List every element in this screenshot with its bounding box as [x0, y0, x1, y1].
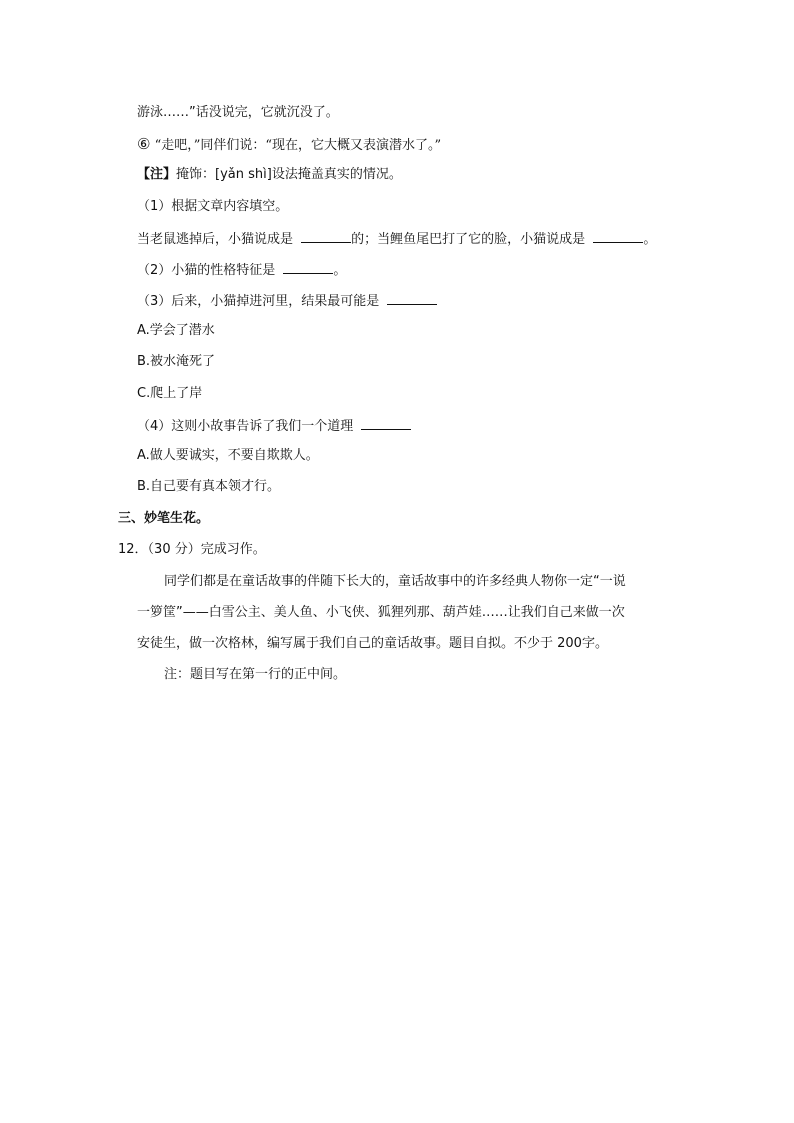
- option-a: A.学会了潜水: [137, 323, 215, 338]
- question-1-label: （1）根据文章内容填空。: [137, 199, 289, 214]
- answer-blank[interactable]: [301, 229, 351, 243]
- question-4: （4）这则小故事告诉了我们一个道理: [137, 416, 411, 436]
- question-1-fill: 当老鼠逃掉后，小猫说成是 的；当鲤鱼尾巴打了它的脸，小猫说成是 。: [137, 229, 656, 249]
- section-title: 三、妙笔生花。: [118, 511, 210, 526]
- note-label: 【注】: [137, 167, 177, 182]
- annotation-note: [137, 166, 402, 184]
- question-12-label: 12．（30 分）完成习作。: [118, 542, 266, 557]
- prompt-paragraph-line-3: 安徒生，做一次格林，编写属于我们自己的童话故事。题目自拟。不少于 200字。: [137, 636, 608, 651]
- question-3: （3）后来，小猫掉进河里，结果最可能是: [137, 291, 437, 311]
- passage-text: 游泳……”话没说完，它就沉没了。: [137, 105, 339, 120]
- passage-text: “走吧，”同伴们说：“现在，它大概又表演潜水了。”: [154, 138, 442, 153]
- answer-blank[interactable]: [387, 291, 437, 305]
- option-c: C.爬上了岸: [137, 386, 203, 401]
- paragraph-number: ⑥: [137, 135, 151, 153]
- note-text: 掩饰：[yǎn shì]设法掩盖真实的情况。: [176, 167, 402, 182]
- question-2: （2）小猫的性格特征是 。: [137, 260, 346, 280]
- option-b: B.被水淹死了: [137, 354, 216, 369]
- answer-blank[interactable]: [361, 416, 411, 430]
- prompt-paragraph-line-2: 一箩筐”——白雪公主、美人鱼、小飞侠、狐狸列那、葫芦娃……让我们自己来做一次: [137, 605, 625, 620]
- passage-line-2: [137, 135, 441, 155]
- answer-blank[interactable]: [283, 260, 333, 274]
- passage-line-1: [137, 104, 339, 122]
- answer-blank[interactable]: [593, 229, 643, 243]
- option-b: B.自己要有真本领才行。: [137, 479, 281, 494]
- writing-note: 注：题目写在第一行的正中间。: [164, 667, 347, 682]
- option-a: A.做人要诚实，不要自欺欺人。: [137, 448, 319, 463]
- prompt-paragraph-line-1: 同学们都是在童话故事的伴随下长大的，童话故事中的许多经典人物你一定“一说: [164, 574, 626, 589]
